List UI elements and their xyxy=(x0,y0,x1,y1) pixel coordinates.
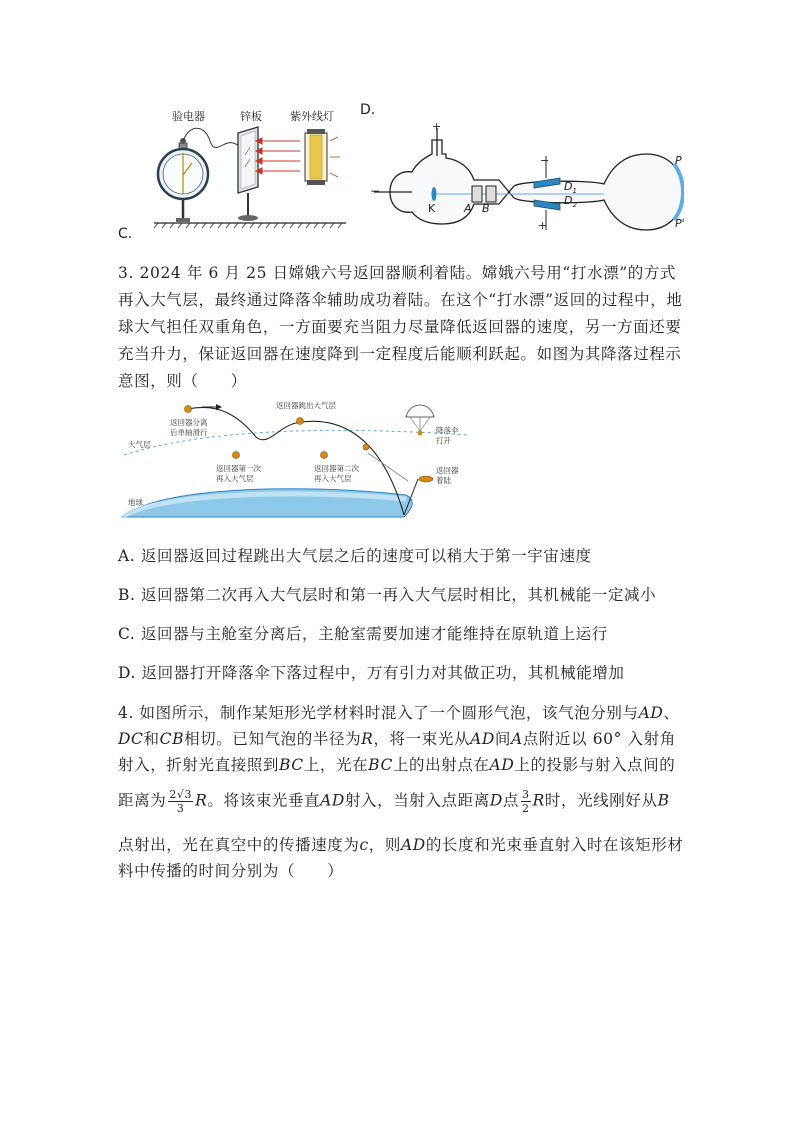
label-separate-1: 返回器分离 xyxy=(170,418,208,427)
fig-c-label: C. xyxy=(118,226,133,242)
anode-b-label: B xyxy=(482,202,490,215)
q4-line-2: DC和CB相切。已知气泡的半径为R，将一束光从AD间A点附近以 60° 入射角 xyxy=(118,730,676,748)
label-second-reentry-2: 再入大气层 xyxy=(314,474,352,483)
plate-d1-label: $D_1$ xyxy=(564,180,577,196)
q3-option-d: D. 返回器打开降落伞下落过程中，万有引力对其做正功，其机械能增加 xyxy=(118,664,625,682)
fig-d-label: D. xyxy=(360,102,376,118)
label-separate-2: 后单轴滑行 xyxy=(170,428,208,437)
question-3-stem: 3. 2024 年 6 月 25 日嫦娥六号返回器顺利着陆。嫦娥六号用“打水漂”的方式再入大气层，最终通过降落伞辅助成功着陆。在这个“打水漂”返回的过程中，地球大气担任双重角色，一方面要充当阻力尽量降低返回器的速度，另一方面还要充当升力，保证返回器在速度降到一定程度后能顺利跃起。如图为其降落过程示意图，则（ ） xyxy=(118,264,683,390)
q4-line-5: 点射出，光在真空中的传播速度为c，则AD的长度和光束垂直射入时在该矩形材 xyxy=(118,836,684,854)
electroscope-label: 验电器 xyxy=(172,110,205,123)
label-parachute-1: 降落伞 xyxy=(436,426,459,435)
screen-p-label: P xyxy=(675,154,682,167)
label-earth: 地球 xyxy=(128,498,143,507)
plus-top-label: + xyxy=(432,120,442,133)
q4-line-1: 4. 如图所示，制作某矩形光学材料时混入了一个圆形气泡，该气泡分别与AD、 xyxy=(118,704,680,722)
photoelectric-experiment-figure xyxy=(150,105,350,233)
label-landing-1: 返回器 xyxy=(436,466,459,475)
cathode-ray-tube-figure xyxy=(364,120,684,232)
label-first-reentry-2: 再入大气层 xyxy=(216,474,254,483)
zinc-plate-label: 锌板 xyxy=(240,110,262,123)
fraction-3-over-2: $\frac{3}{2}$ xyxy=(521,788,530,815)
q3-option-c: C. 返回器与主舱室分离后，主舱室需要加速才能维持在原轨道上运行 xyxy=(118,625,608,643)
cathode-k-label: K xyxy=(428,202,436,215)
minus-left-label: − xyxy=(370,184,381,198)
q4-line-3: 射入，折射光直接照到BC上，光在BC上的出射点在AD上的投影与射入点间的 xyxy=(118,756,676,774)
reentry-trajectory-figure xyxy=(118,395,473,523)
q3-option-b: B. 返回器第二次再入大气层时和第一再入大气层时相比，其机械能一定减小 xyxy=(118,586,657,604)
label-second-reentry-1: 返回器第二次 xyxy=(314,464,359,473)
anode-a-label: A xyxy=(464,202,472,215)
q4-line-4: 距离为 $\frac{2√3}{3}$ R。将该束光垂直AD射入，当射入点距离D点 $\frac{3}{2}$ R时，光线刚好从B xyxy=(118,788,670,815)
q4-line-6: 料中传播的时间分别为（ ） xyxy=(118,862,344,880)
label-first-reentry-1: 返回器第一次 xyxy=(216,464,261,473)
label-parachute-2: 打开 xyxy=(436,436,451,445)
fraction-2sqrt3-over-3: $\frac{2√3}{3}$ xyxy=(169,788,193,815)
q3-option-a: A. 返回器返回过程跳出大气层之后的速度可以稍大于第一宇宙速度 xyxy=(118,547,592,565)
screen-p-prime-label: P' xyxy=(675,217,685,230)
label-skip-out: 返回器跳出大气层 xyxy=(276,401,336,410)
plate-d2-label: $D_2$ xyxy=(564,194,577,210)
label-landing-2: 着陆 xyxy=(436,476,451,485)
uv-lamp-label: 紫外线灯 xyxy=(290,110,334,123)
plate-minus-label: − xyxy=(540,154,550,167)
plate-plus-label: + xyxy=(538,219,548,232)
label-atmosphere: 大气层 xyxy=(128,440,151,449)
